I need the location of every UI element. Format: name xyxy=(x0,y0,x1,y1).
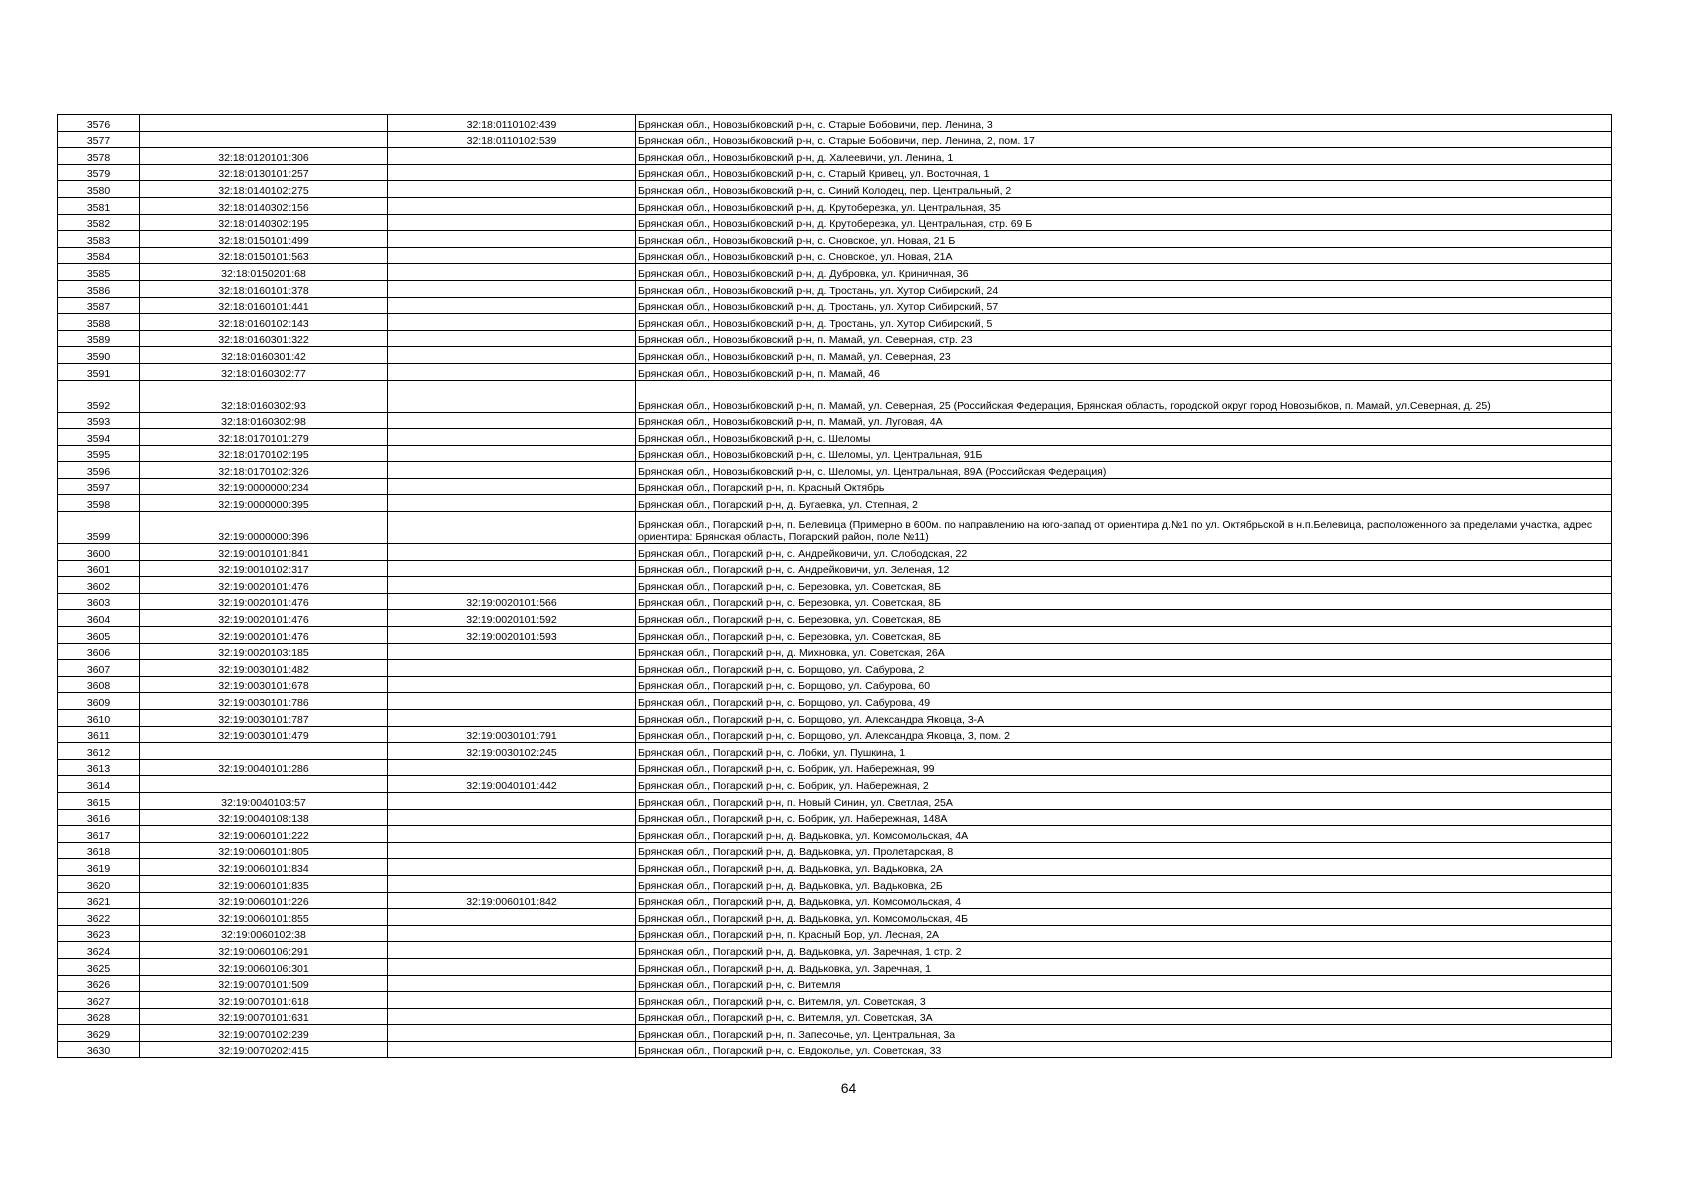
table-row xyxy=(58,264,1612,281)
row-number-cell: 3630 xyxy=(58,1041,140,1058)
table-row xyxy=(58,1041,1612,1058)
table-row xyxy=(58,131,1612,148)
address-cell: Брянская обл., Новозыбковский р-н, с. Сновское, ул. Новая, 21 Б xyxy=(636,231,1612,248)
related-cadastral-number-cell xyxy=(388,512,636,544)
table-row xyxy=(58,875,1612,892)
table-row xyxy=(58,164,1612,181)
address-cell: Брянская обл., Новозыбковский р-н, п. Мамай, 46 xyxy=(636,363,1612,380)
row-number-cell: 3605 xyxy=(58,627,140,644)
address-cell: Брянская обл., Новозыбковский р-н, с. Старый Кривец, ул. Восточная, 1 xyxy=(636,164,1612,181)
table-row xyxy=(58,181,1612,198)
address-cell: Брянская обл., Новозыбковский р-н, п. Мамай, ул. Северная, 25 (Российская Федерация, Брянская область, городской округ город Новозыбков, п. Мамай, ул.Северная, д. 25) xyxy=(636,380,1612,412)
related-cadastral-number-cell xyxy=(388,380,636,412)
cadastral-number-cell: 32:18:0160302:77 xyxy=(140,363,388,380)
table-row xyxy=(58,809,1612,826)
related-cadastral-number-cell: 32:18:0110102:439 xyxy=(388,115,636,132)
related-cadastral-number-cell xyxy=(388,247,636,264)
table-row xyxy=(58,992,1612,1009)
table-row xyxy=(58,925,1612,942)
address-cell: Брянская обл., Погарский р-н, д. Вадьковка, ул. Пролетарская, 8 xyxy=(636,842,1612,859)
related-cadastral-number-cell xyxy=(388,412,636,429)
related-cadastral-number-cell xyxy=(388,1041,636,1058)
cadastral-number-cell: 32:19:0020103:185 xyxy=(140,643,388,660)
table-row xyxy=(58,859,1612,876)
cadastral-number-cell xyxy=(140,115,388,132)
row-number-cell: 3591 xyxy=(58,363,140,380)
related-cadastral-number-cell: 32:19:0020101:593 xyxy=(388,627,636,644)
address-cell: Брянская обл., Погарский р-н, д. Вадьковка, ул. Комсомольская, 4 xyxy=(636,892,1612,909)
table-row xyxy=(58,512,1612,544)
related-cadastral-number-cell xyxy=(388,214,636,231)
address-cell: Брянская обл., Погарский р-н, с. Бобрик, ул. Набережная, 99 xyxy=(636,759,1612,776)
table-row xyxy=(58,776,1612,793)
related-cadastral-number-cell xyxy=(388,462,636,479)
address-cell: Брянская обл., Новозыбковский р-н, с. Шеломы, ул. Центральная, 89А (Российская Федерация) xyxy=(636,462,1612,479)
row-number-cell: 3602 xyxy=(58,577,140,594)
cadastral-number-cell: 32:18:0120101:306 xyxy=(140,148,388,165)
cadastral-number-cell: 32:18:0160301:42 xyxy=(140,347,388,364)
table-row xyxy=(58,826,1612,843)
row-number-cell: 3577 xyxy=(58,131,140,148)
row-number-cell: 3603 xyxy=(58,593,140,610)
table-body xyxy=(58,115,1612,1058)
property-registry-table xyxy=(57,114,1612,1058)
table-row xyxy=(58,347,1612,364)
address-cell: Брянская обл., Погарский р-н, с. Березовка, ул. Советская, 8Б xyxy=(636,627,1612,644)
cadastral-number-cell: 32:19:0060106:291 xyxy=(140,942,388,959)
row-number-cell: 3593 xyxy=(58,412,140,429)
table-row xyxy=(58,610,1612,627)
address-cell: Брянская обл., Новозыбковский р-н, с. Старые Бобовичи, пер. Ленина, 2, пом. 17 xyxy=(636,131,1612,148)
row-number-cell: 3583 xyxy=(58,231,140,248)
cadastral-number-cell: 32:19:0040101:286 xyxy=(140,759,388,776)
address-cell: Брянская обл., Погарский р-н, д. Бугаевка, ул. Степная, 2 xyxy=(636,495,1612,512)
related-cadastral-number-cell xyxy=(388,264,636,281)
row-number-cell: 3588 xyxy=(58,314,140,331)
cadastral-number-cell: 32:18:0160101:441 xyxy=(140,297,388,314)
related-cadastral-number-cell xyxy=(388,495,636,512)
address-cell: Брянская обл., Погарский р-н, с. Евдоколье, ул. Советская, 33 xyxy=(636,1041,1612,1058)
row-number-cell: 3608 xyxy=(58,676,140,693)
row-number-cell: 3599 xyxy=(58,512,140,544)
table-row xyxy=(58,975,1612,992)
cadastral-number-cell: 32:19:0070202:415 xyxy=(140,1041,388,1058)
row-number-cell: 3617 xyxy=(58,826,140,843)
row-number-cell: 3611 xyxy=(58,726,140,743)
row-number-cell: 3623 xyxy=(58,925,140,942)
address-cell: Брянская обл., Новозыбковский р-н, п. Мамай, ул. Северная, стр. 23 xyxy=(636,330,1612,347)
table-row xyxy=(58,958,1612,975)
table-row xyxy=(58,942,1612,959)
row-number-cell: 3579 xyxy=(58,164,140,181)
row-number-cell: 3619 xyxy=(58,859,140,876)
table-row xyxy=(58,197,1612,214)
address-cell: Брянская обл., Погарский р-н, д. Вадьковка, ул. Комсомольская, 4А xyxy=(636,826,1612,843)
address-cell: Брянская обл., Новозыбковский р-н, д. Крутоберезка, ул. Центральная, 35 xyxy=(636,197,1612,214)
address-cell: Брянская обл., Погарский р-н, с. Андрейковичи, ул. Зеленая, 12 xyxy=(636,560,1612,577)
related-cadastral-number-cell: 32:19:0030102:245 xyxy=(388,743,636,760)
address-cell: Брянская обл., Погарский р-н, с. Борщово, ул. Сабурова, 2 xyxy=(636,660,1612,677)
address-cell: Брянская обл., Новозыбковский р-н, д. Крутоберезка, ул. Центральная, стр. 69 Б xyxy=(636,214,1612,231)
table-row xyxy=(58,247,1612,264)
row-number-cell: 3587 xyxy=(58,297,140,314)
address-cell: Брянская обл., Погарский р-н, п. Новый Синин, ул. Светлая, 25А xyxy=(636,792,1612,809)
table-row xyxy=(58,214,1612,231)
row-number-cell: 3595 xyxy=(58,445,140,462)
address-cell: Брянская обл., Погарский р-н, д. Вадьковка, ул. Вадьковка, 2А xyxy=(636,859,1612,876)
row-number-cell: 3616 xyxy=(58,809,140,826)
cadastral-number-cell: 32:19:0030101:479 xyxy=(140,726,388,743)
row-number-cell: 3609 xyxy=(58,693,140,710)
related-cadastral-number-cell xyxy=(388,197,636,214)
row-number-cell: 3626 xyxy=(58,975,140,992)
related-cadastral-number-cell xyxy=(388,925,636,942)
related-cadastral-number-cell xyxy=(388,363,636,380)
cadastral-number-cell: 32:18:0160302:98 xyxy=(140,412,388,429)
address-cell: Брянская обл., Погарский р-н, с. Витемля xyxy=(636,975,1612,992)
row-number-cell: 3578 xyxy=(58,148,140,165)
related-cadastral-number-cell xyxy=(388,660,636,677)
cadastral-number-cell xyxy=(140,131,388,148)
cadastral-number-cell: 32:18:0150101:563 xyxy=(140,247,388,264)
related-cadastral-number-cell: 32:19:0040101:442 xyxy=(388,776,636,793)
address-cell: Брянская обл., Погарский р-н, с. Лобки, ул. Пушкина, 1 xyxy=(636,743,1612,760)
address-cell: Брянская обл., Погарский р-н, с. Борщово, ул. Сабурова, 60 xyxy=(636,676,1612,693)
table-row xyxy=(58,627,1612,644)
table-row xyxy=(58,909,1612,926)
related-cadastral-number-cell xyxy=(388,148,636,165)
row-number-cell: 3596 xyxy=(58,462,140,479)
table-row xyxy=(58,792,1612,809)
address-cell: Брянская обл., Погарский р-н, с. Борщово, ул. Сабурова, 49 xyxy=(636,693,1612,710)
address-cell: Брянская обл., Новозыбковский р-н, д. Тростань, ул. Хутор Сибирский, 57 xyxy=(636,297,1612,314)
row-number-cell: 3590 xyxy=(58,347,140,364)
related-cadastral-number-cell xyxy=(388,181,636,198)
cadastral-number-cell: 32:19:0020101:476 xyxy=(140,610,388,627)
table-row xyxy=(58,544,1612,561)
cadastral-number-cell: 32:19:0060101:226 xyxy=(140,892,388,909)
address-cell: Брянская обл., Новозыбковский р-н, с. Старые Бобовичи, пер. Ленина, 3 xyxy=(636,115,1612,132)
address-cell: Брянская обл., Погарский р-н, с. Борщово, ул. Александра Яковца, 3-А xyxy=(636,710,1612,727)
row-number-cell: 3584 xyxy=(58,247,140,264)
cadastral-number-cell: 32:19:0030101:787 xyxy=(140,710,388,727)
row-number-cell: 3600 xyxy=(58,544,140,561)
related-cadastral-number-cell xyxy=(388,347,636,364)
related-cadastral-number-cell xyxy=(388,875,636,892)
table-row xyxy=(58,710,1612,727)
table-row xyxy=(58,495,1612,512)
table-row xyxy=(58,297,1612,314)
row-number-cell: 3601 xyxy=(58,560,140,577)
cadastral-number-cell: 32:18:0160101:378 xyxy=(140,280,388,297)
row-number-cell: 3592 xyxy=(58,380,140,412)
address-cell: Брянская обл., Новозыбковский р-н, д. Тростань, ул. Хутор Сибирский, 5 xyxy=(636,314,1612,331)
row-number-cell: 3624 xyxy=(58,942,140,959)
cadastral-number-cell: 32:19:0060106:301 xyxy=(140,958,388,975)
related-cadastral-number-cell: 32:19:0020101:592 xyxy=(388,610,636,627)
cadastral-number-cell: 32:19:0030101:678 xyxy=(140,676,388,693)
cadastral-number-cell: 32:18:0130101:257 xyxy=(140,164,388,181)
address-cell: Брянская обл., Погарский р-н, д. Вадьковка, ул. Вадьковка, 2Б xyxy=(636,875,1612,892)
address-cell: Брянская обл., Новозыбковский р-н, п. Мамай, ул. Северная, 23 xyxy=(636,347,1612,364)
address-cell: Брянская обл., Погарский р-н, с. Березовка, ул. Советская, 8Б xyxy=(636,593,1612,610)
cadastral-number-cell: 32:19:0020101:476 xyxy=(140,593,388,610)
address-cell: Брянская обл., Погарский р-н, п. Запесочье, ул. Центральная, 3а xyxy=(636,1025,1612,1042)
table-row xyxy=(58,1008,1612,1025)
address-cell: Брянская обл., Новозыбковский р-н, п. Мамай, ул. Луговая, 4А xyxy=(636,412,1612,429)
cadastral-number-cell: 32:18:0140302:156 xyxy=(140,197,388,214)
table-row xyxy=(58,412,1612,429)
row-number-cell: 3582 xyxy=(58,214,140,231)
row-number-cell: 3621 xyxy=(58,892,140,909)
cadastral-number-cell: 32:18:0150101:499 xyxy=(140,231,388,248)
address-cell: Брянская обл., Новозыбковский р-н, с. Шеломы xyxy=(636,429,1612,446)
address-cell: Брянская обл., Погарский р-н, с. Бобрик, ул. Набережная, 148А xyxy=(636,809,1612,826)
address-cell: Брянская обл., Погарский р-н, д. Вадьковка, ул. Комсомольская, 4Б xyxy=(636,909,1612,926)
related-cadastral-number-cell: 32:18:0110102:539 xyxy=(388,131,636,148)
address-cell: Брянская обл., Погарский р-н, с. Бобрик, ул. Набережная, 2 xyxy=(636,776,1612,793)
cadastral-number-cell: 32:18:0140102:275 xyxy=(140,181,388,198)
cadastral-number-cell: 32:19:0010102:317 xyxy=(140,560,388,577)
table-row xyxy=(58,280,1612,297)
address-cell: Брянская обл., Погарский р-н, п. Белевица (Примерно в 600м. по направлению на юго-запад от ориентира д.№1 по ул. Октябрьской в н.п.Белевица, расположенного за пределами участка, адрес ориентира: Брянская область, Погарский район, поле №11) xyxy=(636,512,1612,544)
address-cell: Брянская обл., Новозыбковский р-н, д. Халеевичи, ул. Ленина, 1 xyxy=(636,148,1612,165)
cadastral-number-cell: 32:19:0040103:57 xyxy=(140,792,388,809)
table-row xyxy=(58,462,1612,479)
row-number-cell: 3612 xyxy=(58,743,140,760)
table-row xyxy=(58,363,1612,380)
row-number-cell: 3614 xyxy=(58,776,140,793)
cadastral-number-cell: 32:19:0030101:786 xyxy=(140,693,388,710)
cadastral-number-cell: 32:18:0170102:326 xyxy=(140,462,388,479)
row-number-cell: 3618 xyxy=(58,842,140,859)
related-cadastral-number-cell xyxy=(388,1008,636,1025)
related-cadastral-number-cell: 32:19:0060101:842 xyxy=(388,892,636,909)
related-cadastral-number-cell xyxy=(388,164,636,181)
row-number-cell: 3597 xyxy=(58,478,140,495)
table-row xyxy=(58,743,1612,760)
row-number-cell: 3586 xyxy=(58,280,140,297)
related-cadastral-number-cell xyxy=(388,544,636,561)
related-cadastral-number-cell: 32:19:0030101:791 xyxy=(388,726,636,743)
cadastral-number-cell: 32:19:0070101:631 xyxy=(140,1008,388,1025)
table-row xyxy=(58,726,1612,743)
related-cadastral-number-cell xyxy=(388,330,636,347)
table-row xyxy=(58,577,1612,594)
cadastral-number-cell: 32:19:0000000:396 xyxy=(140,512,388,544)
cadastral-number-cell: 32:19:0000000:234 xyxy=(140,478,388,495)
table-row xyxy=(58,660,1612,677)
related-cadastral-number-cell xyxy=(388,577,636,594)
address-cell: Брянская обл., Новозыбковский р-н, д. Тростань, ул. Хутор Сибирский, 24 xyxy=(636,280,1612,297)
related-cadastral-number-cell xyxy=(388,280,636,297)
table-row xyxy=(58,231,1612,248)
row-number-cell: 3585 xyxy=(58,264,140,281)
address-cell: Брянская обл., Погарский р-н, с. Борщово, ул. Александра Яковца, 3, пом. 2 xyxy=(636,726,1612,743)
table-row xyxy=(58,759,1612,776)
cadastral-number-cell: 32:19:0020101:476 xyxy=(140,627,388,644)
table-row xyxy=(58,380,1612,412)
cadastral-number-cell: 32:18:0150201:68 xyxy=(140,264,388,281)
cadastral-number-cell: 32:19:0060102:38 xyxy=(140,925,388,942)
cadastral-number-cell xyxy=(140,743,388,760)
table-row xyxy=(58,1025,1612,1042)
address-cell: Брянская обл., Погарский р-н, с. Березовка, ул. Советская, 8Б xyxy=(636,577,1612,594)
row-number-cell: 3620 xyxy=(58,875,140,892)
related-cadastral-number-cell xyxy=(388,958,636,975)
page-number: 64 xyxy=(840,1080,857,1096)
table-row xyxy=(58,330,1612,347)
address-cell: Брянская обл., Погарский р-н, д. Вадьковка, ул. Заречная, 1 xyxy=(636,958,1612,975)
address-cell: Брянская обл., Новозыбковский р-н, с. Шеломы, ул. Центральная, 91Б xyxy=(636,445,1612,462)
related-cadastral-number-cell xyxy=(388,842,636,859)
address-cell: Брянская обл., Погарский р-н, п. Красный Бор, ул. Лесная, 2А xyxy=(636,925,1612,942)
cadastral-number-cell: 32:19:0010101:841 xyxy=(140,544,388,561)
related-cadastral-number-cell xyxy=(388,560,636,577)
address-cell: Брянская обл., Погарский р-н, с. Андрейковичи, ул. Слободская, 22 xyxy=(636,544,1612,561)
address-cell: Брянская обл., Погарский р-н, с. Витемля, ул. Советская, 3А xyxy=(636,1008,1612,1025)
row-number-cell: 3594 xyxy=(58,429,140,446)
address-cell: Брянская обл., Новозыбковский р-н, д. Дубровка, ул. Криничная, 36 xyxy=(636,264,1612,281)
table-row xyxy=(58,693,1612,710)
related-cadastral-number-cell xyxy=(388,314,636,331)
address-cell: Брянская обл., Погарский р-н, д. Михновка, ул. Советская, 26А xyxy=(636,643,1612,660)
related-cadastral-number-cell xyxy=(388,759,636,776)
cadastral-number-cell xyxy=(140,776,388,793)
cadastral-number-cell: 32:19:0030101:482 xyxy=(140,660,388,677)
table-row xyxy=(58,429,1612,446)
cadastral-number-cell: 32:19:0070101:618 xyxy=(140,992,388,1009)
row-number-cell: 3580 xyxy=(58,181,140,198)
address-cell: Брянская обл., Погарский р-н, с. Витемля, ул. Советская, 3 xyxy=(636,992,1612,1009)
address-cell: Брянская обл., Новозыбковский р-н, с. Сновское, ул. Новая, 21А xyxy=(636,247,1612,264)
table-row xyxy=(58,115,1612,132)
cadastral-number-cell: 32:19:0060101:835 xyxy=(140,875,388,892)
row-number-cell: 3613 xyxy=(58,759,140,776)
table-row xyxy=(58,593,1612,610)
row-number-cell: 3627 xyxy=(58,992,140,1009)
row-number-cell: 3598 xyxy=(58,495,140,512)
cadastral-number-cell: 32:18:0170101:279 xyxy=(140,429,388,446)
related-cadastral-number-cell xyxy=(388,859,636,876)
cadastral-number-cell: 32:19:0060101:834 xyxy=(140,859,388,876)
table-row xyxy=(58,148,1612,165)
table-row xyxy=(58,643,1612,660)
row-number-cell: 3622 xyxy=(58,909,140,926)
table-row xyxy=(58,478,1612,495)
related-cadastral-number-cell xyxy=(388,909,636,926)
related-cadastral-number-cell xyxy=(388,992,636,1009)
related-cadastral-number-cell xyxy=(388,792,636,809)
related-cadastral-number-cell xyxy=(388,975,636,992)
row-number-cell: 3576 xyxy=(58,115,140,132)
address-cell: Брянская обл., Погарский р-н, д. Вадьковка, ул. Заречная, 1 стр. 2 xyxy=(636,942,1612,959)
cadastral-number-cell: 32:19:0060101:805 xyxy=(140,842,388,859)
row-number-cell: 3628 xyxy=(58,1008,140,1025)
row-number-cell: 3581 xyxy=(58,197,140,214)
related-cadastral-number-cell xyxy=(388,231,636,248)
table-row xyxy=(58,676,1612,693)
cadastral-number-cell: 32:19:0060101:222 xyxy=(140,826,388,843)
related-cadastral-number-cell xyxy=(388,478,636,495)
related-cadastral-number-cell xyxy=(388,429,636,446)
cadastral-number-cell: 32:18:0160302:93 xyxy=(140,380,388,412)
address-cell: Брянская обл., Погарский р-н, с. Березовка, ул. Советская, 8Б xyxy=(636,610,1612,627)
row-number-cell: 3610 xyxy=(58,710,140,727)
cadastral-number-cell: 32:19:0060101:855 xyxy=(140,909,388,926)
related-cadastral-number-cell xyxy=(388,710,636,727)
related-cadastral-number-cell xyxy=(388,693,636,710)
related-cadastral-number-cell xyxy=(388,942,636,959)
related-cadastral-number-cell xyxy=(388,643,636,660)
related-cadastral-number-cell xyxy=(388,1025,636,1042)
related-cadastral-number-cell xyxy=(388,826,636,843)
related-cadastral-number-cell xyxy=(388,809,636,826)
table-row xyxy=(58,445,1612,462)
cadastral-number-cell: 32:18:0160301:322 xyxy=(140,330,388,347)
row-number-cell: 3589 xyxy=(58,330,140,347)
table-row xyxy=(58,892,1612,909)
row-number-cell: 3629 xyxy=(58,1025,140,1042)
row-number-cell: 3607 xyxy=(58,660,140,677)
cadastral-number-cell: 32:19:0070102:239 xyxy=(140,1025,388,1042)
address-cell: Брянская обл., Погарский р-н, п. Красный Октябрь xyxy=(636,478,1612,495)
table-row xyxy=(58,842,1612,859)
cadastral-number-cell: 32:18:0140302:195 xyxy=(140,214,388,231)
row-number-cell: 3625 xyxy=(58,958,140,975)
table-row xyxy=(58,560,1612,577)
cadastral-number-cell: 32:19:0070101:509 xyxy=(140,975,388,992)
related-cadastral-number-cell xyxy=(388,676,636,693)
cadastral-number-cell: 32:19:0000000:395 xyxy=(140,495,388,512)
related-cadastral-number-cell xyxy=(388,297,636,314)
row-number-cell: 3604 xyxy=(58,610,140,627)
table-row xyxy=(58,314,1612,331)
related-cadastral-number-cell xyxy=(388,445,636,462)
row-number-cell: 3615 xyxy=(58,792,140,809)
cadastral-number-cell: 32:19:0040108:138 xyxy=(140,809,388,826)
related-cadastral-number-cell: 32:19:0020101:566 xyxy=(388,593,636,610)
cadastral-number-cell: 32:18:0170102:195 xyxy=(140,445,388,462)
address-cell: Брянская обл., Новозыбковский р-н, с. Синий Колодец, пер. Центральный, 2 xyxy=(636,181,1612,198)
cadastral-number-cell: 32:19:0020101:476 xyxy=(140,577,388,594)
row-number-cell: 3606 xyxy=(58,643,140,660)
cadastral-number-cell: 32:18:0160102:143 xyxy=(140,314,388,331)
